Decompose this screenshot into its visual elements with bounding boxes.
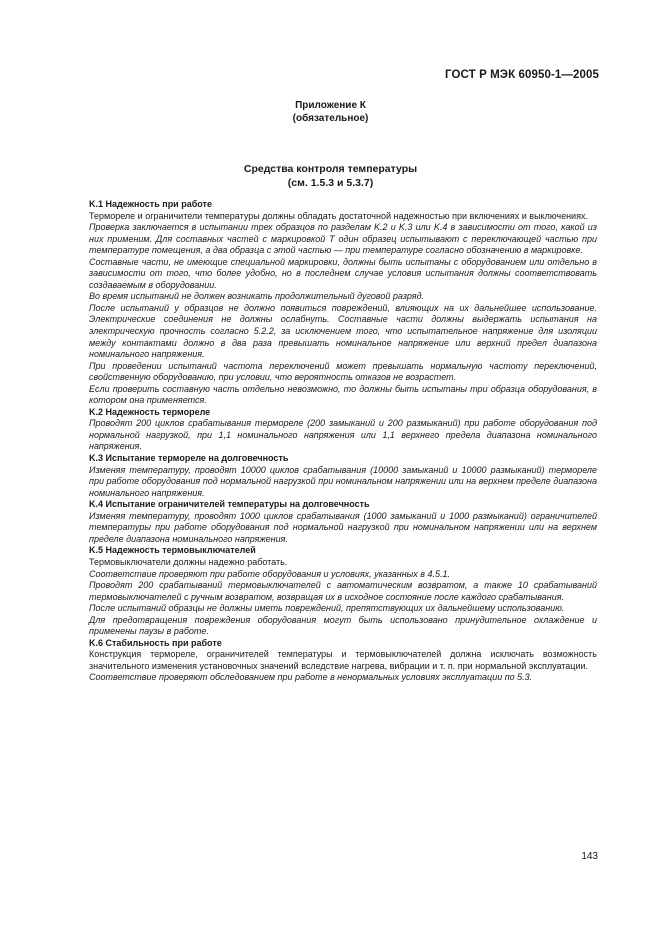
paragraph: После испытаний образцы не должны иметь повреждений, препятствующих их дальнейшему использованию. (89, 603, 565, 614)
section-heading: K.4 Испытание ограничителей температуры на долговечность (89, 499, 370, 510)
section-title: Средства контроля температуры (243, 163, 418, 175)
paragraph: Изменяя температуру, проводят 10000 циклов срабатывания (10000 замыканий и 10000 размыканий) термореле при работе оборудования под нормальной нагрузкой при номинальном напряжении или на верхнем пределе диапазона номинального напряжения. (89, 464, 597, 498)
document-body (89, 199, 597, 684)
paragraph: Термовыключатели должны надежно работать. (89, 556, 288, 567)
paragraph: Составные части, не имеющие специальной маркировки, должны быть испытаны с оборудованием или отдельно в зависимости от того, что более удобно, но в последнем случае условия испытания должны соответствовать создаваемым в оборудовании. (89, 256, 597, 290)
paragraph: Изменяя температуру, проводят 1000 циклов срабатывания (1000 замыканий и 1000 размыканий) ограничителей температуры при работе оборудования под нормальной нагрузкой при номинальном напряжении или на верхнем пределе диапазона номинального напряжения. (89, 510, 597, 544)
paragraph: После испытаний у образцов не должно появиться повреждений, влияющих на их дальнейшее использование. Электрические соединения не должны ослабнуть. Составные части должны выдержать испытания на электрическую прочность согласно 5.2.2, за исключением того, что испытательное напряжение для изоляции между контактами должно в два раза превышать номинальное напряжение или верхний предел диапазона номинального напряжения. (89, 302, 597, 360)
page-number: 143 (581, 851, 598, 862)
section-heading: K.5 Надежность термовыключателей (89, 545, 256, 556)
paragraph: Для предотвращения повреждения оборудования могут быть использовано принудительное охлаждение и применены паузы в работе. (89, 614, 597, 637)
paragraph: Проводят 200 циклов срабатывания термореле (200 замыканий и 200 размыканий) при работе оборудования под нормальной нагрузкой, при 1,1 номинального напряжения или 1,1 верхнего предела диапазона номинального напряжения. (89, 418, 597, 452)
paragraph: При проведении испытаний частота переключений может превышать нормальную частоту переключений, свойственную оборудованию, при условии, что вероятность отказов не возрастет. (89, 360, 597, 383)
paragraph: Проводят 200 срабатываний термовыключателей с автоматическим возвратом, а также 10 срабатываний термовыключателей с ручным возвратом, возвращая их в исходное состояние после каждого срабатывания. (89, 580, 597, 602)
section-title-block (0, 163, 661, 190)
annex-status: (обязательное) (292, 112, 369, 124)
paragraph: Конструкция термореле, ограничителей температуры и термовыключателей должна исключать возможность значительного изменения установочных значений вследствие нагрева, вибрации и т. п. при нормальной эксплуатации. (89, 649, 597, 671)
standard-header: ГОСТ Р МЭК 60950-1—2005 (445, 69, 599, 81)
paragraph: Соответствие проверяют обследованием при работе в ненормальных условиях эксплуатации по 5.3. (89, 672, 533, 683)
paragraph: Проверка заключается в испытании трех образцов по разделам K.2 и K.3 или K.4 в зависимости от того, какой из них применим. Для составных частей с маркировкой T один образец испытывают с переключающей частью при температуре помещения, а два образца с этой частью — при температуре согласно обозначению в маркировке. (89, 222, 597, 256)
section-heading: K.2 Надежность термореле (89, 406, 211, 417)
paragraph: Соответствие проверяют при работе оборудования и условиях, указанных в 4.5.1. (89, 568, 451, 579)
annex-title: Приложение К (295, 100, 366, 111)
paragraph: Во время испытаний не должен возникать продолжительный дуговой разряд. (89, 291, 425, 302)
annex-heading (0, 100, 661, 125)
paragraph: Если проверить составную часть отдельно невозможно, то должны быть испытаны три образца оборудования, в котором она применяется. (89, 383, 597, 406)
paragraph: Термореле и ограничители температуры должны обладать достаточной надежностью при включениях и выключениях. (89, 210, 588, 221)
section-heading: K.6 Стабильность при работе (89, 637, 222, 648)
section-heading: K.1 Надежность при работе (89, 199, 212, 209)
section-heading: K.3 Испытание термореле на долговечность (89, 453, 289, 464)
section-subtitle: (см. 1.5.3 и 5.3.7) (287, 176, 374, 189)
